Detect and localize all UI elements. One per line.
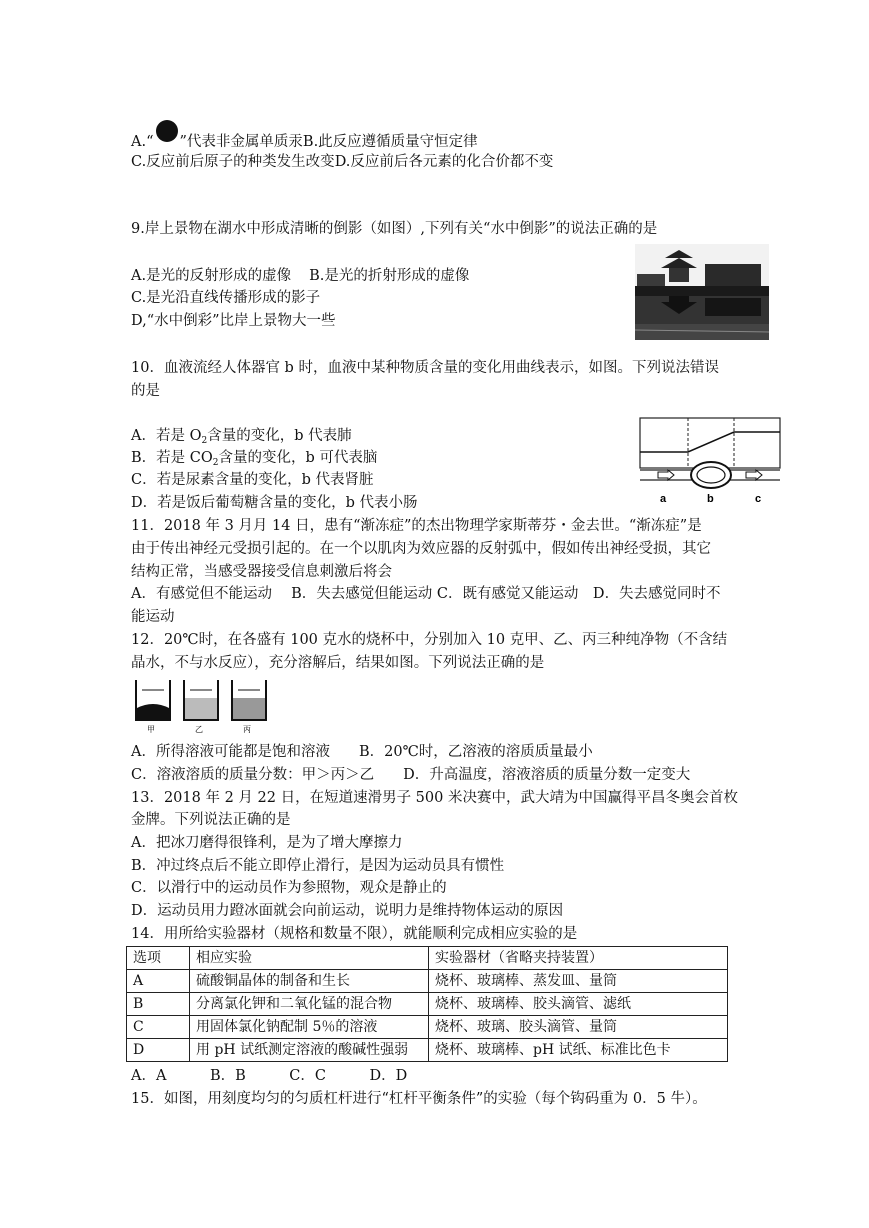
q12-line-4: C．溶液溶质的质量分数：甲＞丙＞乙 D．升高温度，溶液溶质的质量分数一定变大: [131, 767, 691, 783]
q14-answers: A．A B．B C．C D．D: [131, 1068, 408, 1084]
q10-option-b-post: 含量的变化，b 可代表脑: [218, 450, 378, 466]
q14-table: [126, 946, 728, 1062]
fig-label-b: b: [707, 493, 714, 505]
row-experiment: 分离氯化钾和二氧化锰的混合物: [190, 993, 429, 1016]
header-experiment: 相应实验: [190, 947, 429, 970]
q11-line-4: A．有感觉但不能运动 B．失去感觉但能运动 C．既有感觉又能运动 D．失去感觉同时不: [131, 586, 721, 602]
q13-option-d: D．运动员用力蹬冰面就会向前运动，说明力是维持物体运动的原因: [131, 903, 564, 919]
row-experiment: 用 pH 试纸测定溶液的酸碱性强弱: [190, 1039, 429, 1062]
row-option: C: [127, 1016, 190, 1039]
q8-option-b: B.此反应遵循质量守恒定律: [302, 134, 478, 150]
row-experiment: 硫酸铜晶体的制备和生长: [190, 970, 429, 993]
header-option: 选项: [127, 947, 190, 970]
fig-label-a: a: [660, 493, 667, 505]
row-option: D: [127, 1039, 190, 1062]
table-row: [127, 1016, 728, 1039]
row-experiment: 用固体氯化钠配制 5％的溶液: [190, 1016, 429, 1039]
q10-option-c: C．若是尿素含量的变化，b 代表肾脏: [131, 472, 374, 488]
beaker-label-jia: 甲: [147, 725, 155, 734]
q11-line-5: 能运动: [131, 609, 175, 625]
q10-option-b-pre: B．若是 CO: [131, 450, 213, 466]
table-row: [127, 993, 728, 1016]
q10-option-a-pre: A．若是 O: [131, 428, 202, 444]
q12-line-1: 12．20℃时，在各盛有 100 克水的烧杯中，分别加入 10 克甲、乙、丙三种纯净物（不含结: [131, 632, 728, 648]
q14-stem: 14．用所给实验器材（规格和数量不限），就能顺利完成相应实验的是: [131, 926, 578, 942]
q9-option-c: C.是光沿直线传播形成的影子: [131, 290, 321, 306]
q9-option-row-1: [131, 266, 469, 286]
beaker-yi: [184, 680, 218, 734]
q9-option-b: B.是光的折射形成的虚像: [309, 268, 470, 284]
row-option: A: [127, 970, 190, 993]
q13-option-b: B．冲过终点后不能立即停止滑行，是因为运动员具有惯性: [131, 858, 505, 874]
table-row: [127, 970, 728, 993]
beaker-bing: [232, 680, 266, 734]
black-atom-icon: [156, 120, 178, 142]
row-equipment: 烧杯、玻璃棒、pH 试纸、标准比色卡: [429, 1039, 728, 1062]
row-equipment: 烧杯、玻璃、胶头滴管、量筒: [429, 1016, 728, 1039]
beaker-jia: [136, 680, 170, 734]
table-header-row: [127, 947, 728, 970]
beaker-label-bing: 丙: [243, 725, 251, 734]
lake-reflection-photo: [635, 244, 769, 340]
q8-option-d: D.反应前后各元素的化合价都不变: [334, 154, 554, 170]
blood-flow-diagram: [634, 414, 786, 506]
q13-line-1: 13．2018 年 2 月 22 日，在短道速滑男子 500 米决赛中，武大靖为中国赢得平昌冬奥会首枚: [131, 790, 738, 806]
fig-label-c: c: [755, 493, 762, 505]
q10-stem-line-1: 10．血液流经人体器官 b 时，血液中某种物质含量的变化用曲线表示，如图。下列说法错误: [131, 360, 719, 376]
q11-line-1: 11．2018 年 3 月月 14 日，患有“渐冻症”的杰出物理学家斯蒂芬・金去世。“渐冻症”是: [131, 518, 702, 534]
table-row: [127, 1039, 728, 1062]
row-equipment: 烧杯、玻璃棒、蒸发皿、量筒: [429, 970, 728, 993]
q8-option-row-1: [131, 126, 478, 152]
row-equipment: 烧杯、玻璃棒、胶头滴管、滤纸: [429, 993, 728, 1016]
q12-line-2: 晶水，不与水反应），充分溶解后，结果如图。下列说法正确的是: [131, 655, 545, 671]
header-equipment: 实验器材（省略夹持装置）: [429, 947, 728, 970]
q10-option-a-sub: 2: [201, 436, 208, 446]
q13-line-2: 金牌。下列说法正确的是: [131, 812, 291, 828]
q8-option-c: C.反应前后原子的种类发生改变: [131, 154, 335, 170]
q9-stem: 9.岸上景物在湖水中形成清晰的倒影（如图）,下列有关“水中倒影”的说法正确的是: [131, 221, 658, 237]
q8-option-a-suffix: ”代表非金属单质汞: [179, 134, 303, 150]
q13-option-a: A．把冰刀磨得很锋利，是为了增大摩擦力: [131, 835, 403, 851]
q11-line-2: 由于传出神经元受损引起的。在一个以肌肉为效应器的反射弧中，假如传出神经受损，其它: [131, 541, 711, 557]
q8-option-row-2: [131, 152, 553, 172]
beakers-figure: [132, 678, 272, 734]
q8-option-a-prefix: A.“: [131, 134, 154, 150]
q11-line-3: 结构正常，当感受器接受信息刺激后将会: [131, 564, 392, 580]
q9-option-d: D,“水中倒彩”比岸上景物大一些: [131, 313, 336, 329]
beaker-label-yi: 乙: [195, 725, 203, 734]
q10-stem-line-2: 的是: [131, 383, 160, 399]
q10-option-a-post: 含量的变化，b 代表肺: [207, 428, 352, 444]
row-option: B: [127, 993, 190, 1016]
q9-option-a: A.是光的反射形成的虚像: [131, 268, 292, 284]
q15-stem: 15．如图，用刻度均匀的匀质杠杆进行“杠杆平衡条件”的实验（每个钩码重为 0．5 牛）。: [131, 1091, 707, 1107]
q10-option-d: D．若是饭后葡萄糖含量的变化，b 代表小肠: [131, 495, 418, 511]
q10-option-b-sub: 2: [212, 458, 219, 468]
q12-line-3: A．所得溶液可能都是饱和溶液 B．20℃时，乙溶液的溶质质量最小: [131, 744, 593, 760]
q13-option-c: C．以滑行中的运动员作为参照物，观众是静止的: [131, 880, 447, 896]
